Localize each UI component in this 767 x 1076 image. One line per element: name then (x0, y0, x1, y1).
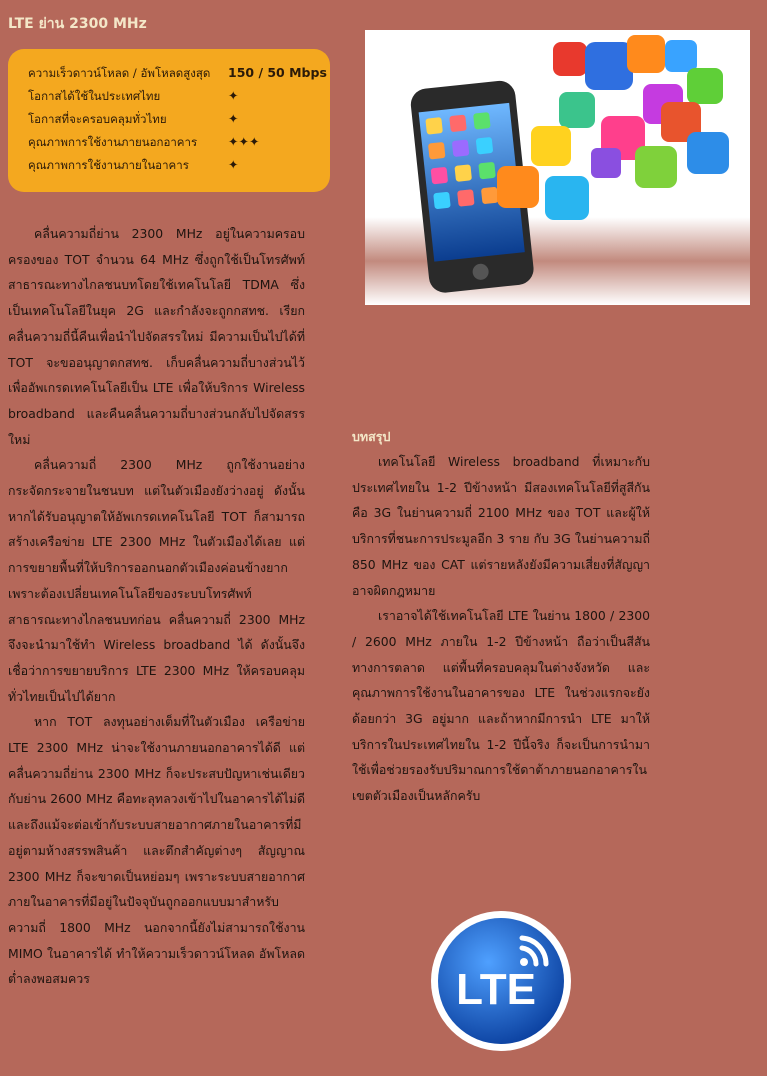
feature-label: คุณภาพการใช้งานภายนอกอาคาร (28, 135, 198, 149)
feature-row (28, 65, 327, 83)
feature-row (28, 157, 239, 175)
summary-heading: บทสรุป (352, 429, 391, 444)
paragraph: คลื่นความถี่ 2300 MHz ถูกใช้งานอย่างกระจัดกระจายในชนบท แต่ในตัวเมืองยังว่างอยู่ ดังนั้นหากได้รับอนุญาตให้อัพเกรดเทคโนโลยี TOT ก็สามารถสร้างเครือข่าย LTE 2300 MHz ในตัวเมืองได้เลย แต่การขยายพื้นที่ให้บริการออกนอกตัวเมืองค่อนข้างยาก เพราะต้องเปลี่ยนเทคโนโลยีของระบบโทรศัพท์สาธารณะทางไกลชนบทก่อน คลื่นความถี่ 2300 MHz จึงจะนำมาใช้ทำ Wireless broadband ได้ ดังนั้นจึงเชื่อว่าการขยายบริการ LTE 2300 MHz ให้ครอบคลุมทั่วไทยเป็นไปได้ยาก (8, 457, 305, 704)
lte-logo (430, 910, 572, 1052)
right-column (352, 449, 650, 809)
paragraph: หาก TOT ลงทุนอย่างเต็มที่ในตัวเมือง เครือข่าย LTE 2300 MHz น่าจะใช้งานภายนอกอาคารได้ดี แต่คลื่นความถี่ย่าน 2300 MHz ก็จะประสบปัญหาเช่นเดียวกับย่าน 2600 MHz คือทะลุทลวงเข้าไปในอาคารได้ไม่ดี และถึงแม้จะต่อเข้ากับระบบสายอากาศภายในอาคารที่มีอยู่ตามห้างสรรพสินค้า และตึกสำคัญต่างๆ สัญญาณ 2300 MHz ก็จะขาดเป็นหย่อมๆ เพราะระบบสายอากาศภายในอาคารที่มีอยู่ในปัจจุบันถูกออกแบบมาสำหรับความถี่ 1800 MHz นอกจากนี้ยังไม่สามารถใช้งาน MIMO ในอาคารได้ ทำให้ความเร็วดาวน์โหลด อัพโหลด ต่ำลงพอสมควร (8, 714, 305, 987)
smartphone-icon (365, 30, 750, 305)
feature-value: ✦ (228, 157, 239, 172)
feature-value: ✦ (228, 88, 239, 103)
paragraph: คลื่นความถี่ย่าน 2300 MHz อยู่ในความครอบครองของ TOT จำนวน 64 MHz ซึ่งถูกใช้เป็นโทรศัพท์สาธารณะทางไกลชนบทโดยใช้เทคโนโลยี TDMA ซึ่งเป็นเทคโนโลยีในยุค 2G และกำลังจะถูกกสทช. เรียกคลื่นความถี่นี้คืนเพื่อนำไปจัดสรรใหม่ มีความเป็นไปได้ที่ TOT จะขออนุญาตกสทช. เก็บคลื่นความถี่บางส่วนไว้เพื่ออัพเกรดเทคโนโลยีเป็น LTE เพื่อให้บริการ Wireless broadband และคืนคลื่นความถี่บางส่วนกลับไปจัดสรรใหม่ (8, 226, 305, 447)
feature-value: ✦ (228, 111, 239, 126)
feature-row (28, 134, 260, 152)
feature-label: ความเร็วดาวน์โหลด / อัพโหลดสูงสุด (28, 66, 211, 80)
feature-label: โอกาสที่จะครอบคลุมทั่วไทย (28, 112, 167, 126)
feature-label: โอกาสได้ใช้ในประเทศไทย (28, 89, 161, 103)
page-title: LTE ย่าน 2300 MHz (8, 16, 147, 32)
feature-value: 150 / 50 Mbps (228, 65, 327, 80)
logo-text: LTE (456, 965, 536, 1014)
feature-row (28, 88, 239, 106)
feature-value: ✦✦✦ (228, 134, 260, 149)
paragraph: เราอาจได้ใช้เทคโนโลยี LTE ในย่าน 1800 / 2300 / 2600 MHz ภายใน 1-2 ปีข้างหน้า ถือว่าเป็นสีสันทางการตลาด แต่พื้นที่ครอบคลุมในต่างจังหวัด และคุณภาพการใช้งานในอาคารของ LTE ในช่วงแรกจะยังด้อยกว่า 3G อยู่มาก และถ้าหากมีการนำ LTE มาให้บริการในประเทศไทยใน 1-2 ปีนี้จริง ก็จะเป็นการนำมาใช้เพื่อช่วยรองรับปริมาณการใช้ดาต้าภายนอกอาคารในเขตตัวเมืองเป็นหลักครับ (352, 608, 650, 804)
feature-label: คุณภาพการใช้งานภายในอาคาร (28, 158, 189, 172)
paragraph: เทคโนโลยี Wireless broadband ที่เหมาะกับประเทศไทยใน 1-2 ปีข้างหน้า มีสองเทคโนโลยีที่สูสีกัน คือ 3G ในย่านความถี่ 2100 MHz ของ TOT และผู้ให้บริการที่ชนะการประมูลอีก 3 ราย กับ 3G ในย่านความถี่ 850 MHz ของ CAT แต่รายหลังยังมีความเสี่ยงที่สัญญาอาจผิดกฎหมาย (352, 454, 650, 598)
feature-row (28, 111, 239, 129)
left-column (8, 221, 305, 992)
feature-box (8, 49, 330, 192)
smartphone-apps-illustration (365, 30, 750, 305)
lte-logo-icon (430, 910, 572, 1052)
